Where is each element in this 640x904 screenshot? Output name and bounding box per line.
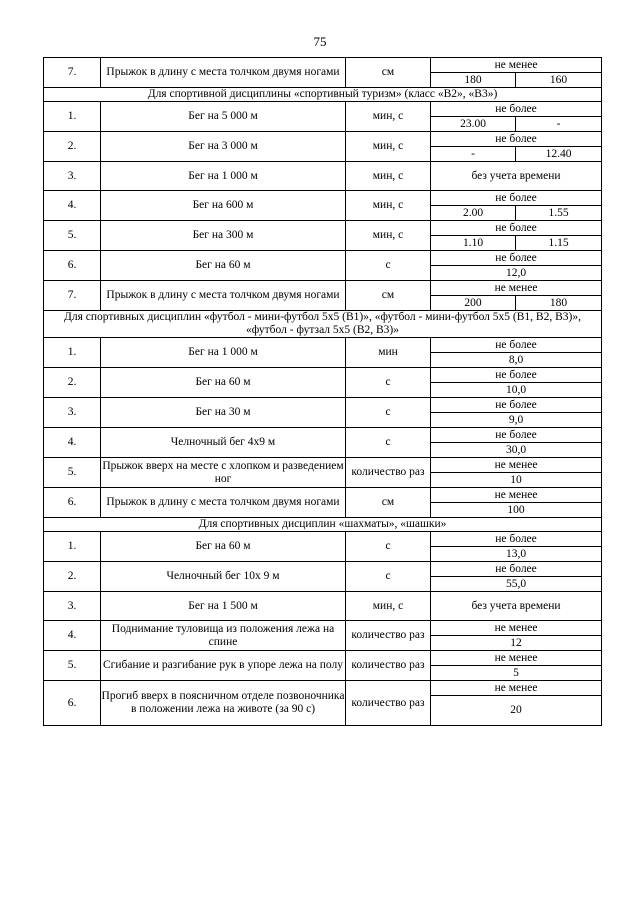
limit-header: не более	[431, 191, 602, 206]
limit-header: не менее	[431, 281, 602, 296]
exercise-name: Бег на 300 м	[101, 221, 346, 251]
row-number: 3.	[44, 398, 101, 428]
table-row	[44, 651, 602, 666]
row-number: 1.	[44, 532, 101, 562]
row-number: 5.	[44, 458, 101, 488]
row-number: 1.	[44, 338, 101, 368]
value-cell: 160	[516, 73, 602, 88]
section-title: Для спортивных дисциплин «футбол - мини-футбол 5х5 (В1)», «футбол - мини-футбол 5х5 (В1, В2, В3)», «футбол - футзал 5х5 (В2, В3)»	[44, 311, 602, 338]
unit-cell: с	[346, 532, 431, 562]
limit-header: не более	[431, 102, 602, 117]
unit-cell: с	[346, 368, 431, 398]
standards-table	[43, 57, 602, 726]
value-cell: 12	[431, 636, 602, 651]
exercise-name: Сгибание и разгибание рук в упоре лежа на полу	[101, 651, 346, 681]
unit-cell: мин, с	[346, 191, 431, 221]
limit-header: не менее	[431, 651, 602, 666]
table-row	[44, 621, 602, 636]
table-row	[44, 102, 602, 117]
table-row	[44, 162, 602, 191]
limit-header: не более	[431, 428, 602, 443]
row-number: 5.	[44, 651, 101, 681]
row-number: 2.	[44, 562, 101, 592]
unit-cell: мин, с	[346, 592, 431, 621]
unit-cell: с	[346, 428, 431, 458]
unit-cell: количество раз	[346, 651, 431, 681]
section-title: Для спортивных дисциплин «шахматы», «шашки»	[44, 518, 602, 532]
exercise-name: Прыжок вверх на месте с хлопком и разведением ног	[101, 458, 346, 488]
row-number: 4.	[44, 191, 101, 221]
value-cell: 9,0	[431, 413, 602, 428]
value-cell: 12,0	[431, 266, 602, 281]
unit-cell: количество раз	[346, 681, 431, 726]
table-row	[44, 191, 602, 206]
value-cell: 180	[516, 296, 602, 311]
limit-header: не более	[431, 132, 602, 147]
limit-header: не менее	[431, 458, 602, 473]
table-row	[44, 338, 602, 353]
row-number: 6.	[44, 681, 101, 726]
value-cell: 13,0	[431, 547, 602, 562]
unit-cell: количество раз	[346, 621, 431, 651]
unit-cell: см	[346, 58, 431, 88]
table-row	[44, 368, 602, 383]
exercise-name: Прыжок в длину с места толчком двумя ногами	[101, 488, 346, 518]
value-cell: 10	[431, 473, 602, 488]
table-row	[44, 398, 602, 413]
limit-header: не менее	[431, 621, 602, 636]
limit-header: не более	[431, 532, 602, 547]
exercise-name: Бег на 5 000 м	[101, 102, 346, 132]
value-cell: 1.55	[516, 206, 602, 221]
row-number: 4.	[44, 621, 101, 651]
page-number: 75	[313, 34, 327, 49]
value-cell: 2.00	[431, 206, 516, 221]
table-row	[44, 428, 602, 443]
exercise-name: Бег на 1 000 м	[101, 338, 346, 368]
exercise-name: Прогиб вверх в поясничном отделе позвоночника в положении лежа на животе (за 90 с)	[101, 681, 346, 726]
value-cell: 1.15	[516, 236, 602, 251]
value-cell: 23.00	[431, 117, 516, 132]
table-row	[44, 132, 602, 147]
row-number: 6.	[44, 488, 101, 518]
limit-header: не менее	[431, 58, 602, 73]
row-number: 5.	[44, 221, 101, 251]
section-header-row	[44, 88, 602, 102]
limit-header: не более	[431, 562, 602, 577]
value-cell: 1.10	[431, 236, 516, 251]
row-number: 7.	[44, 58, 101, 88]
table-row	[44, 562, 602, 577]
unit-cell: мин, с	[346, 132, 431, 162]
value-cell: 200	[431, 296, 516, 311]
value-cell: 180	[431, 73, 516, 88]
exercise-name: Бег на 3 000 м	[101, 132, 346, 162]
value-cell: 12.40	[516, 147, 602, 162]
row-number: 3.	[44, 162, 101, 191]
row-number: 2.	[44, 368, 101, 398]
unit-cell: мин	[346, 338, 431, 368]
exercise-name: Прыжок в длину с места толчком двумя ногами	[101, 58, 346, 88]
table-row	[44, 221, 602, 236]
unit-cell: см	[346, 488, 431, 518]
exercise-name: Бег на 600 м	[101, 191, 346, 221]
row-number: 1.	[44, 102, 101, 132]
value-cell: 55,0	[431, 577, 602, 592]
value-cell: 5	[431, 666, 602, 681]
row-number: 2.	[44, 132, 101, 162]
exercise-name: Бег на 1 500 м	[101, 592, 346, 621]
unit-cell: количество раз	[346, 458, 431, 488]
table-row	[44, 281, 602, 296]
limit-header: не более	[431, 368, 602, 383]
value-cell: 30,0	[431, 443, 602, 458]
table-row	[44, 488, 602, 503]
row-number: 6.	[44, 251, 101, 281]
value-cell: без учета времени	[431, 592, 602, 621]
row-number: 4.	[44, 428, 101, 458]
value-cell: 10,0	[431, 383, 602, 398]
unit-cell: мин, с	[346, 221, 431, 251]
exercise-name: Прыжок в длину с места толчком двумя ногами	[101, 281, 346, 311]
limit-header: не более	[431, 338, 602, 353]
table-row	[44, 251, 602, 266]
value-cell: 8,0	[431, 353, 602, 368]
unit-cell: с	[346, 398, 431, 428]
table-row	[44, 532, 602, 547]
limit-header: не более	[431, 398, 602, 413]
limit-header: не более	[431, 251, 602, 266]
unit-cell: с	[346, 251, 431, 281]
unit-cell: с	[346, 562, 431, 592]
row-number: 3.	[44, 592, 101, 621]
table-row	[44, 681, 602, 696]
exercise-name: Бег на 30 м	[101, 398, 346, 428]
limit-header: не менее	[431, 488, 602, 503]
exercise-name: Бег на 60 м	[101, 368, 346, 398]
value-cell: 20	[431, 696, 602, 726]
exercise-name: Челночный бег 4х9 м	[101, 428, 346, 458]
unit-cell: мин, с	[346, 102, 431, 132]
limit-header: не более	[431, 221, 602, 236]
section-title: Для спортивной дисциплины «спортивный туризм» (класс «В2», «В3»)	[44, 88, 602, 102]
row-number: 7.	[44, 281, 101, 311]
exercise-name: Бег на 60 м	[101, 251, 346, 281]
exercise-name: Поднимание туловища из положения лежа на спине	[101, 621, 346, 651]
exercise-name: Бег на 60 м	[101, 532, 346, 562]
value-cell: -	[516, 117, 602, 132]
section-header-row	[44, 311, 602, 338]
unit-cell: см	[346, 281, 431, 311]
value-cell: без учета времени	[431, 162, 602, 191]
table-row	[44, 592, 602, 621]
exercise-name: Бег на 1 000 м	[101, 162, 346, 191]
limit-header: не менее	[431, 681, 602, 696]
value-cell: 100	[431, 503, 602, 518]
exercise-name: Челночный бег 10х 9 м	[101, 562, 346, 592]
value-cell: -	[431, 147, 516, 162]
section-header-row	[44, 518, 602, 532]
unit-cell: мин, с	[346, 162, 431, 191]
table-row	[44, 58, 602, 73]
table-row	[44, 458, 602, 473]
